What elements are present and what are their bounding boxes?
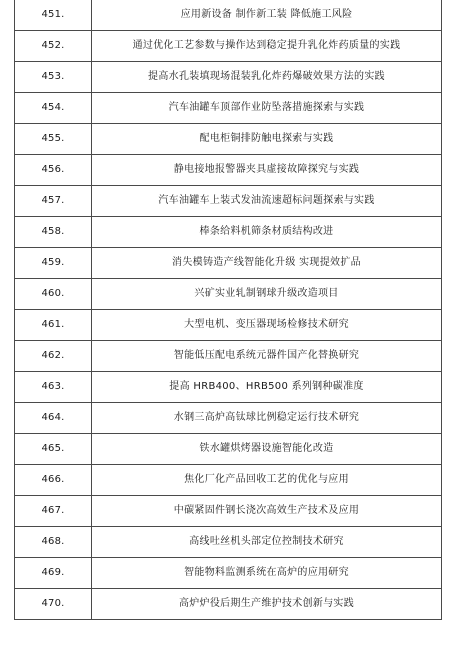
table-row xyxy=(15,465,442,496)
project-title: 兴矿实业轧制钢球升级改造项目 xyxy=(92,279,442,310)
project-title: 智能物料监测系统在高炉的应用研究 xyxy=(92,558,442,589)
row-number: 460. xyxy=(15,279,92,310)
project-title: 大型电机、变压器现场检修技术研究 xyxy=(92,310,442,341)
project-list-body xyxy=(15,0,442,620)
row-number: 461. xyxy=(15,310,92,341)
table-row xyxy=(15,0,442,31)
project-title: 消失模铸造产线智能化升级 实现提效扩品 xyxy=(92,248,442,279)
table-row xyxy=(15,186,442,217)
row-number: 464. xyxy=(15,403,92,434)
project-title: 高炉炉役后期生产维护技术创新与实践 xyxy=(92,589,442,620)
row-number: 454. xyxy=(15,93,92,124)
project-title: 配电柜铜排防触电探索与实践 xyxy=(92,124,442,155)
row-number: 459. xyxy=(15,248,92,279)
table-row xyxy=(15,527,442,558)
project-title: 水钢三高炉高钛球比例稳定运行技术研究 xyxy=(92,403,442,434)
project-title: 汽车油罐车顶部作业防坠落措施探索与实践 xyxy=(92,93,442,124)
table-row xyxy=(15,403,442,434)
table-row xyxy=(15,62,442,93)
project-list-table xyxy=(14,0,442,620)
project-title: 提高 HRB400、HRB500 系列钢种碳准度 xyxy=(92,372,442,403)
project-title: 高线吐丝机头部定位控制技术研究 xyxy=(92,527,442,558)
project-title: 应用新设备 制作新工装 降低施工风险 xyxy=(92,0,442,31)
row-number: 465. xyxy=(15,434,92,465)
table-row xyxy=(15,155,442,186)
row-number: 456. xyxy=(15,155,92,186)
row-number: 468. xyxy=(15,527,92,558)
table-row xyxy=(15,341,442,372)
project-title: 棒条给料机筛条材质结构改进 xyxy=(92,217,442,248)
project-title: 智能低压配电系统元器件国产化替换研究 xyxy=(92,341,442,372)
project-title: 汽车油罐车上装式发油流速超标问题探索与实践 xyxy=(92,186,442,217)
row-number: 470. xyxy=(15,589,92,620)
project-title: 静电接地报警器夹具虚接故障探究与实践 xyxy=(92,155,442,186)
project-title: 焦化厂化产品回收工艺的优化与应用 xyxy=(92,465,442,496)
row-number: 452. xyxy=(15,31,92,62)
project-title: 铁水罐烘烤器设施智能化改造 xyxy=(92,434,442,465)
table-row xyxy=(15,248,442,279)
row-number: 463. xyxy=(15,372,92,403)
table-row xyxy=(15,558,442,589)
row-number: 469. xyxy=(15,558,92,589)
row-number: 455. xyxy=(15,124,92,155)
table-row xyxy=(15,310,442,341)
project-title: 中碳紧固件钢长浇次高效生产技术及应用 xyxy=(92,496,442,527)
table-row xyxy=(15,372,442,403)
row-number: 467. xyxy=(15,496,92,527)
row-number: 462. xyxy=(15,341,92,372)
table-row xyxy=(15,124,442,155)
row-number: 457. xyxy=(15,186,92,217)
project-title: 通过优化工艺参数与操作达到稳定提升乳化炸药质量的实践 xyxy=(92,31,442,62)
table-row xyxy=(15,93,442,124)
row-number: 453. xyxy=(15,62,92,93)
row-number: 451. xyxy=(15,0,92,31)
table-row xyxy=(15,279,442,310)
row-number: 466. xyxy=(15,465,92,496)
table-row xyxy=(15,31,442,62)
table-row xyxy=(15,434,442,465)
table-row xyxy=(15,217,442,248)
table-row xyxy=(15,496,442,527)
row-number: 458. xyxy=(15,217,92,248)
project-title: 提高水孔装填现场混装乳化炸药爆破效果方法的实践 xyxy=(92,62,442,93)
table-row xyxy=(15,589,442,620)
